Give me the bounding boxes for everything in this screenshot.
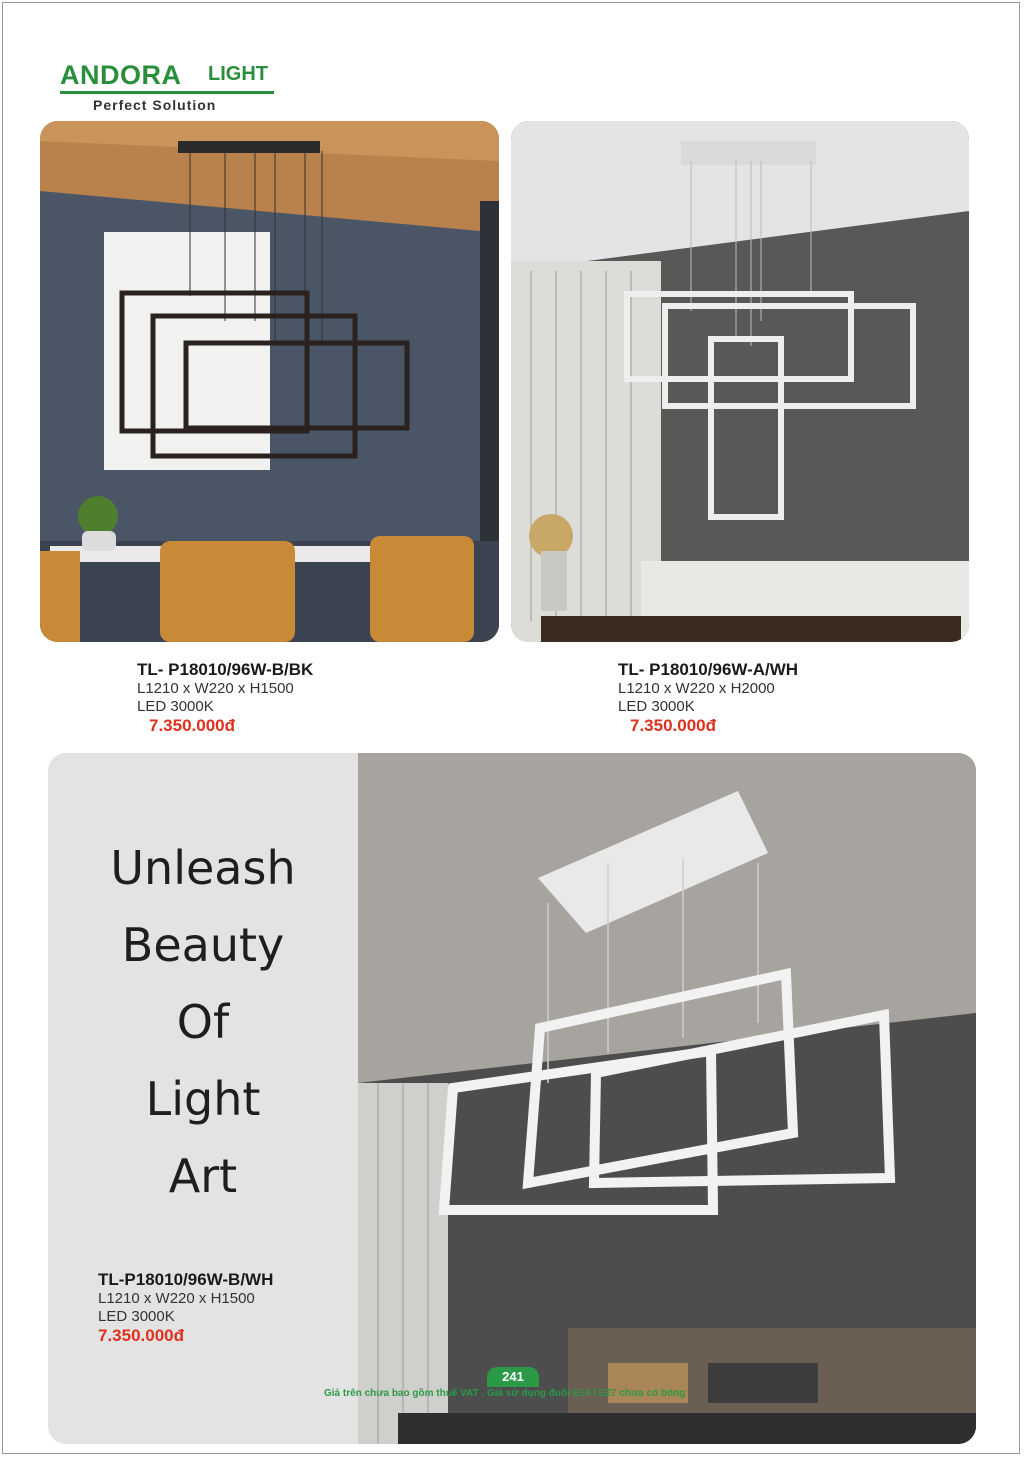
brand-logo (60, 60, 280, 116)
product-price: 7.350.000đ (98, 1326, 185, 1345)
page-number: 241 (487, 1367, 539, 1387)
slogan-line: Beauty (121, 918, 285, 972)
product-led: LED 3000K (137, 698, 214, 715)
product-led: LED 3000K (98, 1308, 175, 1325)
logo-light: LIGHT (208, 63, 268, 85)
slogan-line: Of (176, 995, 230, 1049)
product-caption (137, 660, 313, 736)
price-footnote: Giá trên chưa bao gồm thuế VAT . Giá sử dụng đuôi E14 / E27 chưa có bóng (324, 1388, 686, 1399)
product-model: TL-P18010/96W-B/WH (98, 1270, 274, 1289)
product-model: TL- P18010/96W-A/WH (618, 660, 799, 679)
product-caption (98, 1270, 273, 1346)
product-photo-black (40, 121, 499, 642)
product-price: 7.350.000đ (149, 716, 236, 735)
product-dimensions: L1210 x W220 x H1500 (137, 680, 294, 697)
product-price: 7.350.000đ (630, 716, 717, 735)
slogan-line: Light (145, 1072, 261, 1126)
slogan (48, 830, 358, 1215)
product-model: TL- P18010/96W-B/BK (137, 660, 314, 679)
logo-underline (60, 91, 274, 94)
product-dimensions: L1210 x W220 x H1500 (98, 1290, 255, 1307)
product-dimensions: L1210 x W220 x H2000 (618, 680, 775, 697)
slogan-line: Art (168, 1149, 238, 1203)
product-caption (618, 660, 798, 736)
slogan-line: Unleash (110, 841, 296, 895)
logo-tagline: Perfect Solution (93, 97, 217, 113)
product-led: LED 3000K (618, 698, 695, 715)
logo-brand: ANDORA (60, 60, 182, 90)
product-photo-white (511, 121, 969, 642)
